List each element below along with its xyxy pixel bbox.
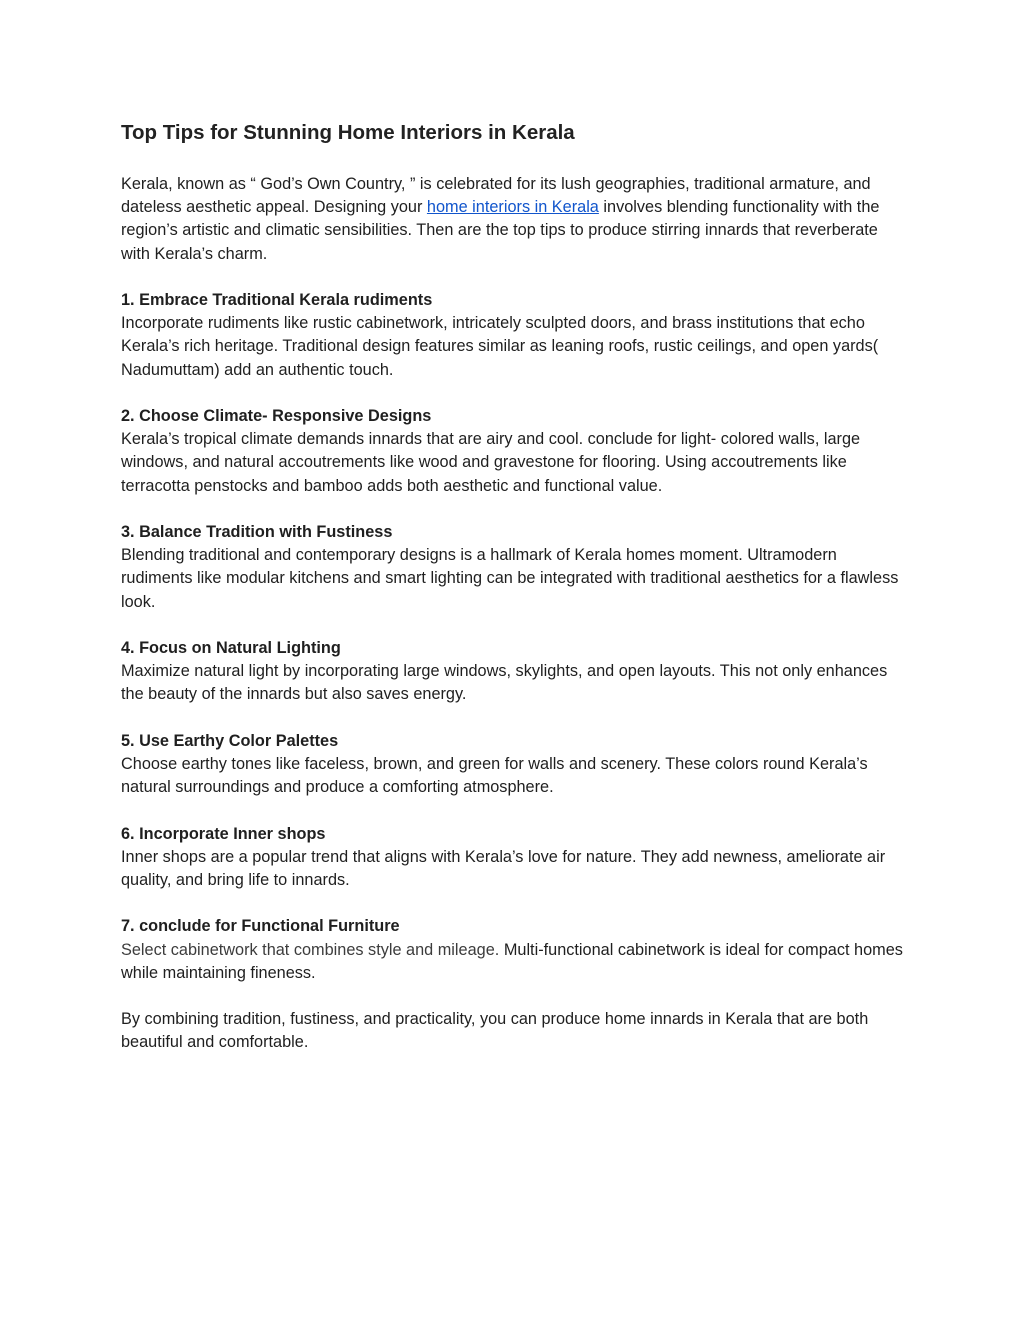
tip-section-2	[121, 405, 911, 498]
tip-body-rest: Multi-functional cabinetwork is ideal for compact homes while maintaining fineness.	[121, 940, 903, 982]
tip-section-1	[121, 289, 911, 382]
tip-body: Maximize natural light by incorporating large windows, skylights, and open layouts. This not only enhances the beauty of the innards but also saves energy.	[121, 662, 888, 704]
tip-body: Inner shops are a popular trend that aligns with Kerala’s love for nature. They add newness, ameliorate air quality, and bring life to innards.	[121, 847, 886, 889]
tip-heading: 3. Balance Tradition with Fustiness	[121, 523, 393, 541]
tip-section-3	[121, 521, 911, 614]
tip-body-muted: Select cabinetwork that combines style and mileage.	[121, 940, 500, 959]
tip-body: Blending traditional and contemporary designs is a hallmark of Kerala homes moment. Ultramodern rudiments like modular kitchens and smart lighting can be integrated with traditional aesthetics for a flawless look.	[121, 546, 899, 611]
tip-body: Kerala’s tropical climate demands innards that are airy and cool. conclude for light- colored walls, large windows, and natural accoutrements like wood and gravestone for flooring. Using accoutrements like terracotta penstocks and bamboo adds both aesthetic and functional value.	[121, 430, 861, 495]
tip-heading: 2. Choose Climate- Responsive Designs	[121, 407, 432, 425]
intro-text-after: involves blending functionality with the region’s artistic and climatic sensibilities. Then are the top tips to produce stirring innards that reverberate with Kerala’s charm.	[121, 198, 880, 263]
tip-heading: 5. Use Earthy Color Palettes	[121, 731, 339, 750]
tip-heading: 7. conclude for Functional Furniture	[121, 917, 400, 936]
conclusion-paragraph: By combining tradition, fustiness, and practicality, you can produce home innards in Kerala that are both beautiful and comfortable.	[121, 1010, 869, 1052]
tip-section-7	[121, 915, 911, 985]
home-interiors-link[interactable]: home interiors in Kerala	[426, 198, 599, 217]
tip-heading: 1. Embrace Traditional Kerala rudiments	[121, 291, 433, 309]
tip-heading: 4. Focus on Natural Lighting	[121, 639, 341, 657]
page-title: Top Tips for Stunning Home Interiors in Kerala	[121, 121, 575, 144]
tip-heading: 6. Incorporate Inner shops	[121, 824, 326, 843]
tip-body: Incorporate rudiments like rustic cabinetwork, intricately sculpted doors, and brass institutions that echo Kerala’s rich heritage. Traditional design features similar as leaning roofs, rustic ceilings, and open yards( Nadumuttam) add an authentic touch.	[121, 314, 879, 379]
tip-section-5	[121, 730, 911, 800]
document-page	[121, 118, 911, 1078]
intro-text-before: Kerala, known as “ God’s Own Country, ” is celebrated for its lush geographies, traditional armature, and dateless aesthetic appeal. Designing your	[121, 175, 871, 217]
intro-paragraph	[121, 173, 911, 266]
tip-body: Choose earthy tones like faceless, brown, and green for walls and scenery. These colors round Kerala’s natural surroundings and produce a comforting atmosphere.	[121, 755, 868, 797]
tip-section-4	[121, 637, 911, 707]
tip-section-6	[121, 823, 911, 893]
